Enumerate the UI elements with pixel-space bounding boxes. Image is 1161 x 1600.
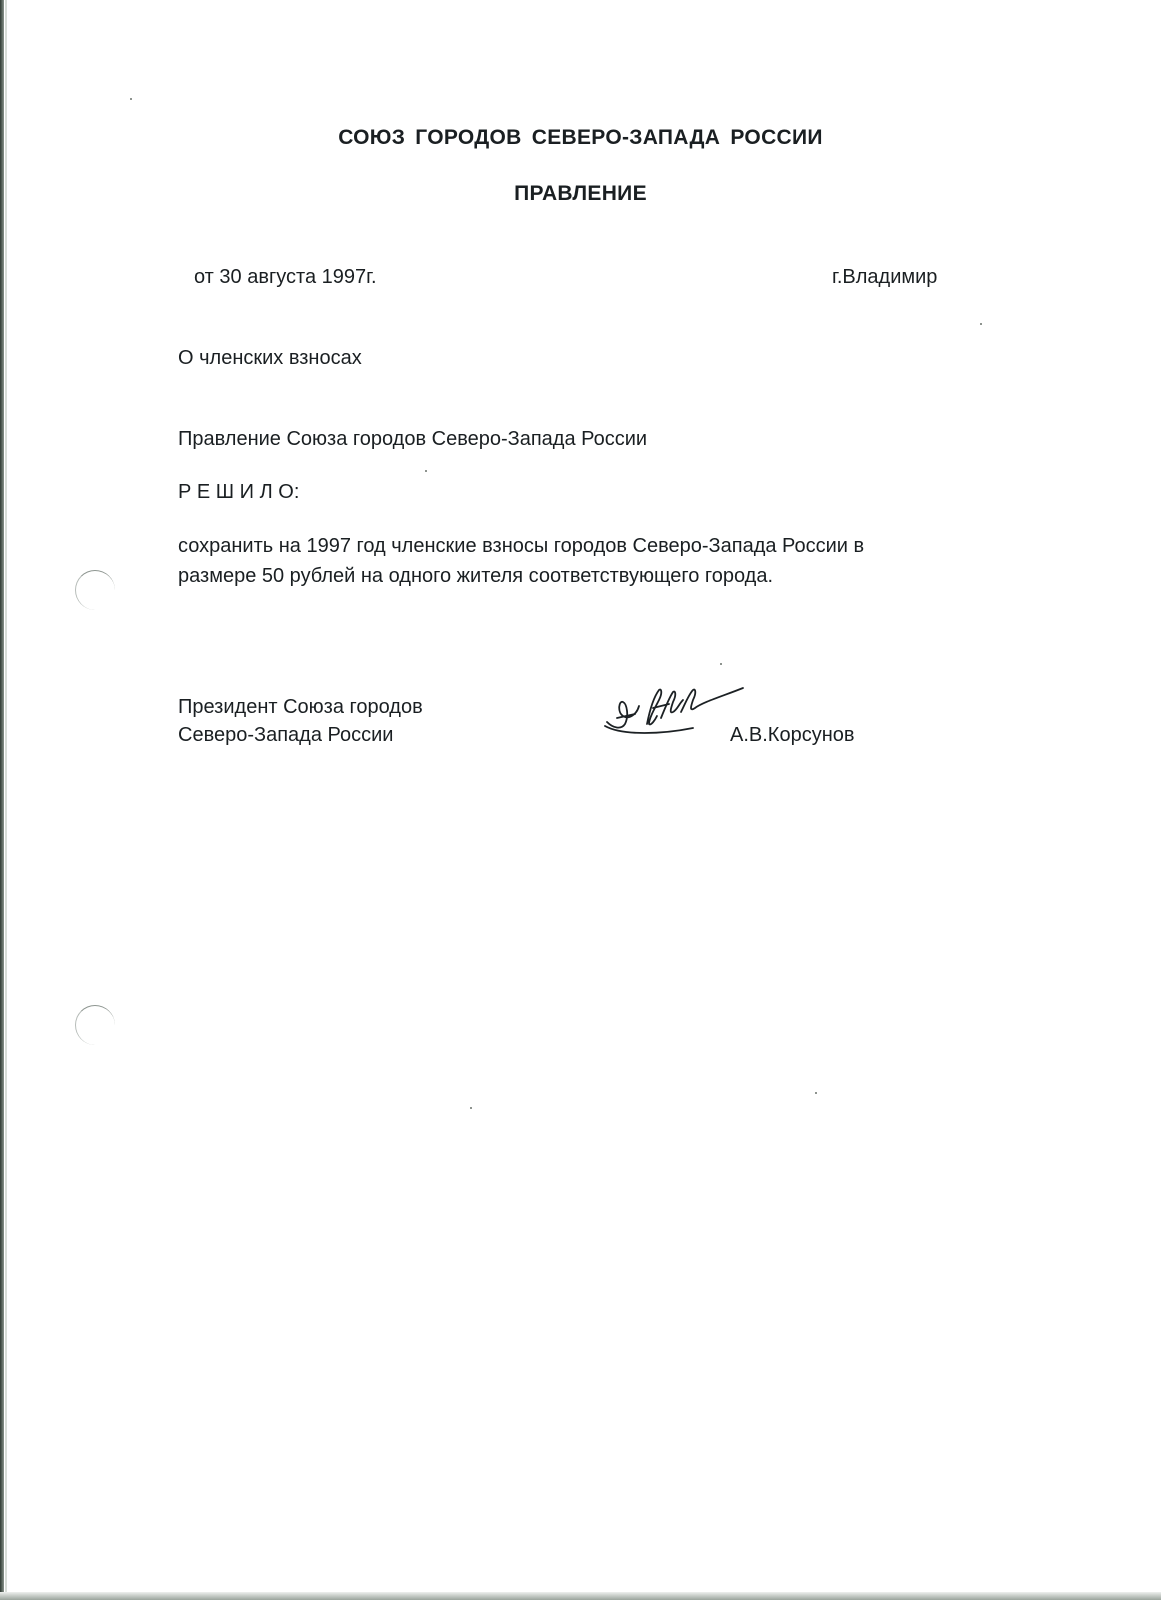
decision-text-line-1: сохранить на 1997 год членские взносы городов Северо-Запада России в xyxy=(178,535,865,557)
scan-left-edge xyxy=(0,0,4,1600)
scan-left-edge-highlight xyxy=(5,0,7,1600)
organization-heading: СОЮЗ ГОРОДОВ СЕВЕРО-ЗАПАДА РОССИИ xyxy=(338,126,823,149)
scan-speck xyxy=(130,98,132,100)
scan-speck xyxy=(470,1107,472,1109)
scan-speck xyxy=(425,470,427,472)
body-name-heading: ПРАВЛЕНИЕ xyxy=(514,182,647,205)
signatory-title-line-2: Северо-Запада России xyxy=(178,724,394,746)
scan-speck xyxy=(980,323,982,325)
scan-bottom-edge xyxy=(0,1592,1161,1600)
signatory-name: А.В.Корсунов xyxy=(730,724,855,746)
document-subject: О членских взносах xyxy=(178,347,362,369)
decided-label: Р Е Ш И Л О: xyxy=(178,481,300,503)
scan-speck xyxy=(815,1092,817,1094)
scan-speck xyxy=(720,663,722,665)
document-city: г.Владимир xyxy=(832,266,938,288)
punch-hole-bottom xyxy=(75,1005,115,1045)
document-date: от 30 августа 1997г. xyxy=(194,266,377,288)
punch-hole-top xyxy=(75,570,115,610)
decision-text-line-2: размере 50 рублей на одного жителя соответствующего города. xyxy=(178,565,774,587)
signatory-title-line-1: Президент Союза городов xyxy=(178,696,423,718)
document-preamble: Правление Союза городов Северо-Запада России xyxy=(178,428,648,450)
